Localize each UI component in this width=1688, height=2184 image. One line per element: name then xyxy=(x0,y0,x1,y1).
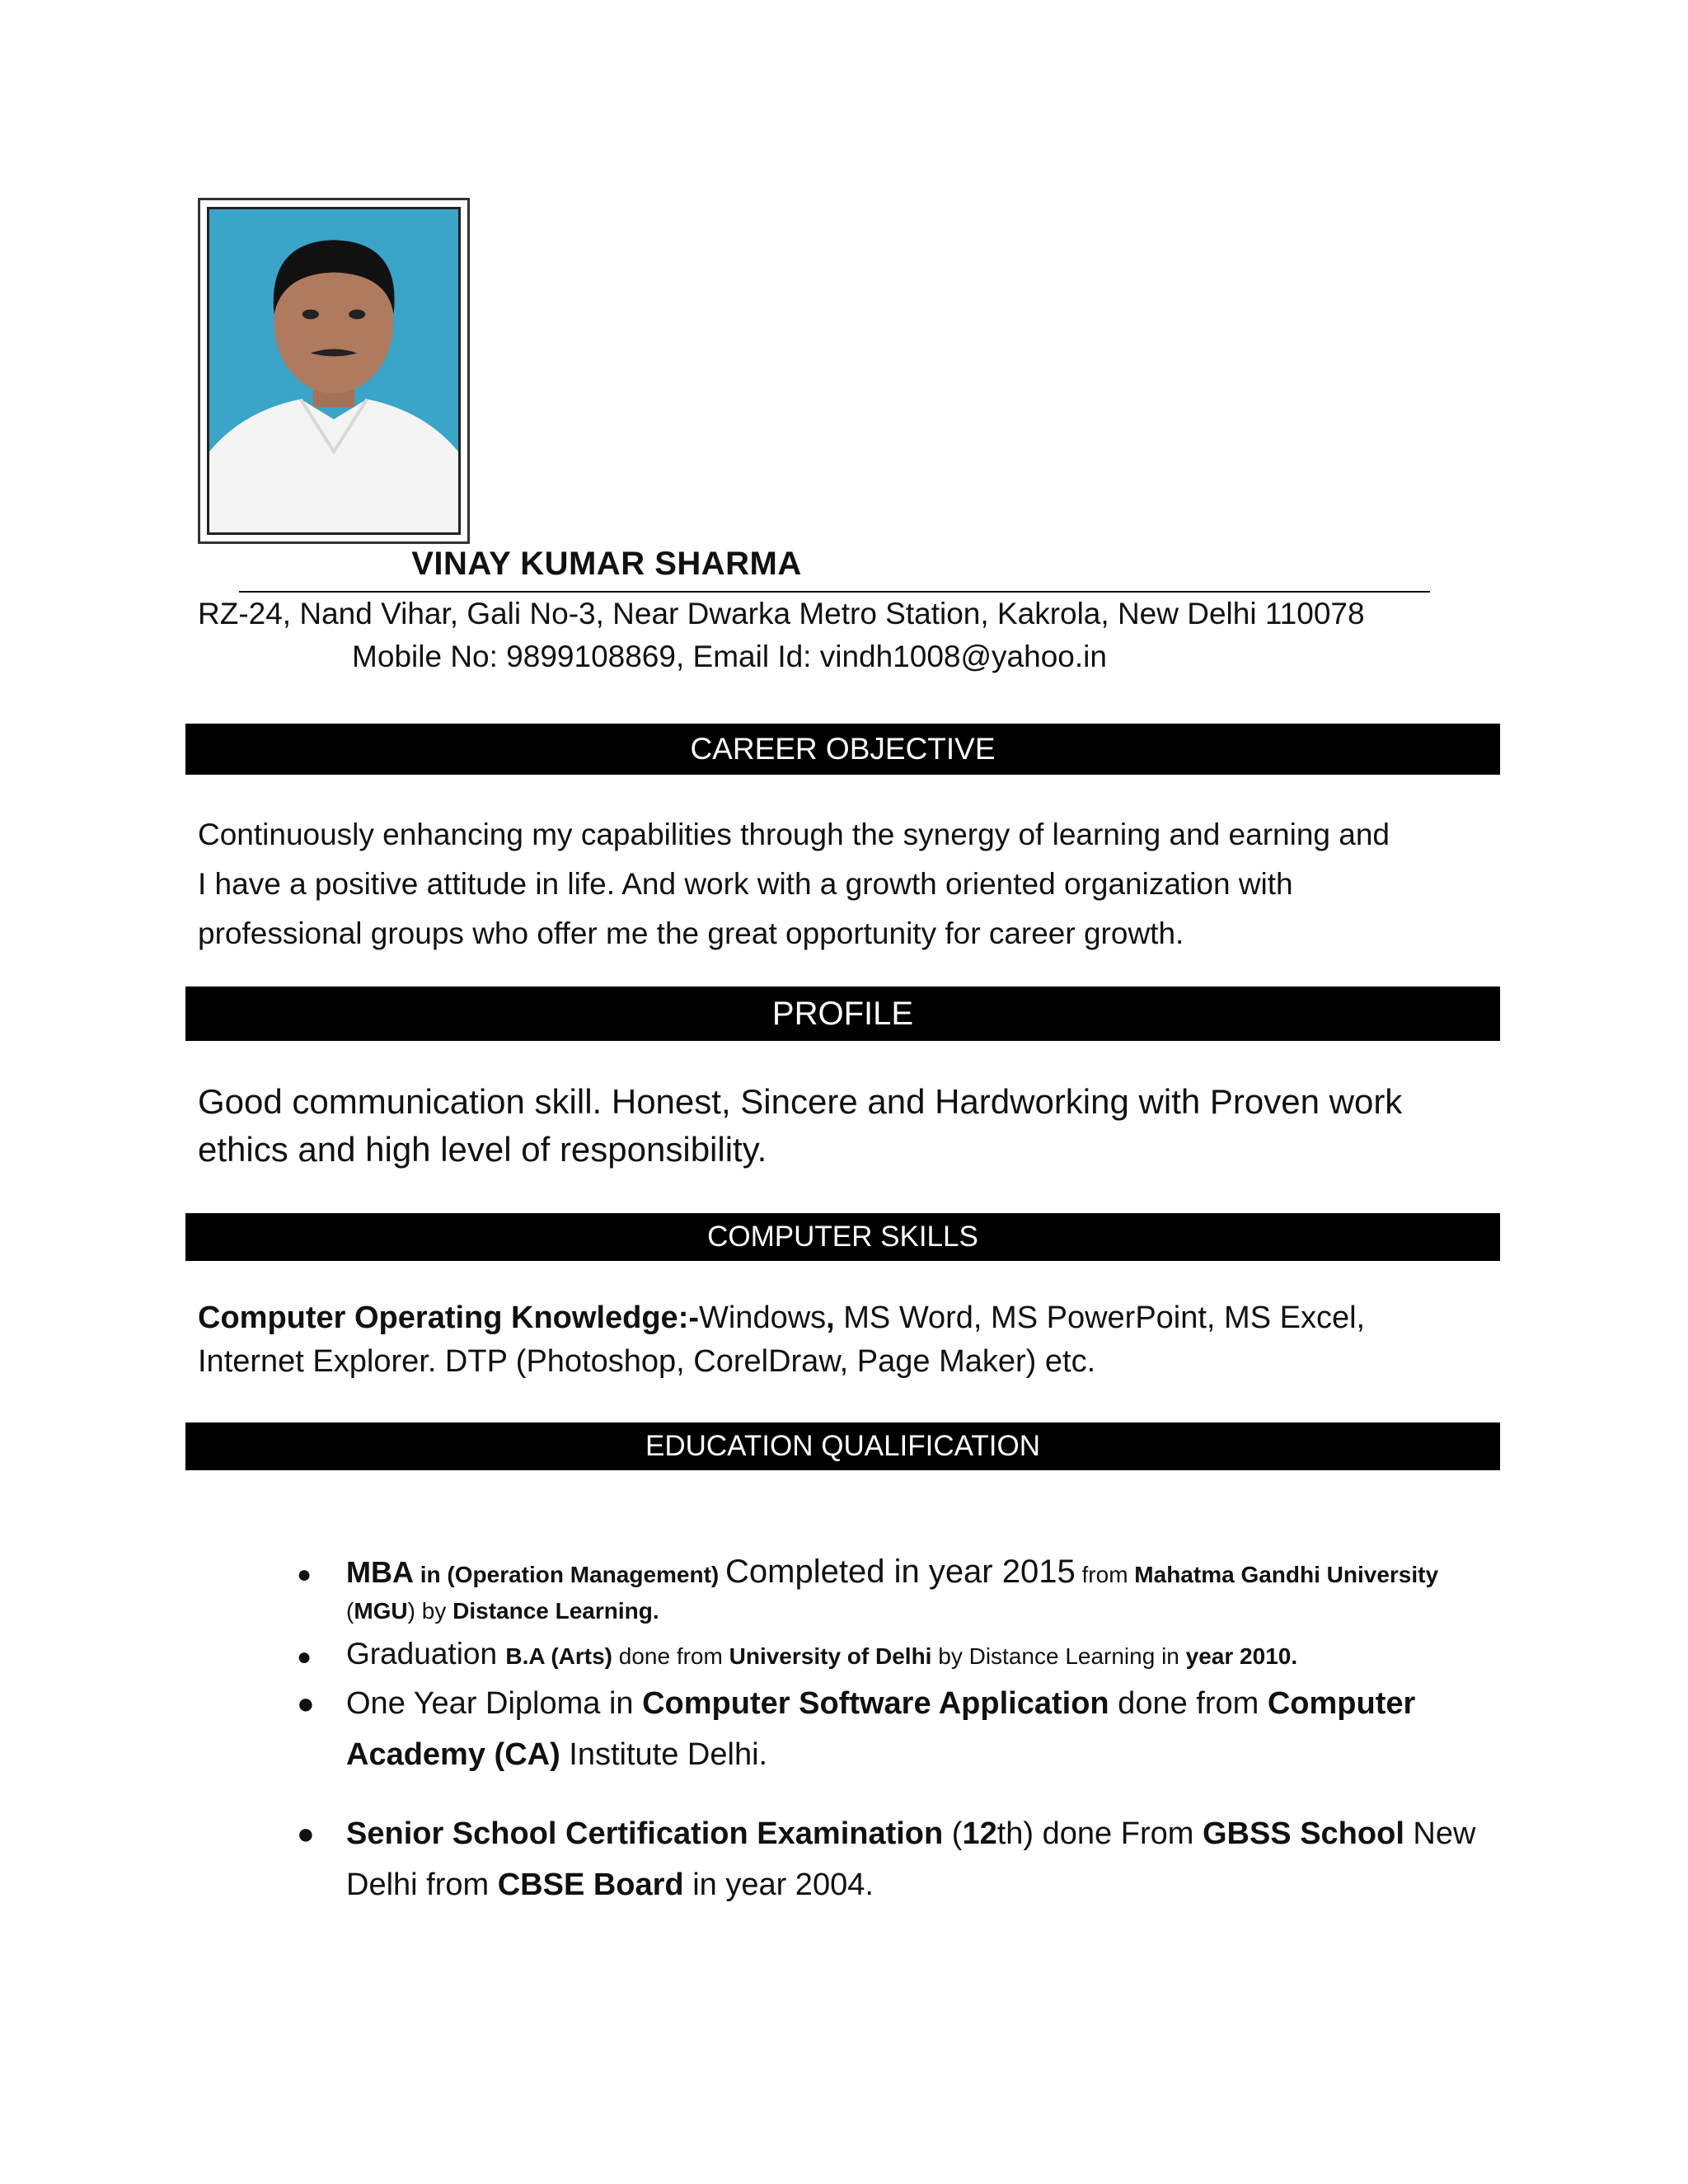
skill-list: MS Word, MS PowerPoint, MS Excel, xyxy=(834,1301,1366,1335)
mba-degree: MBA xyxy=(346,1555,414,1589)
senior-year: in year 2004. xyxy=(683,1868,874,1902)
section-title-computer-skills: COMPUTER SKILLS xyxy=(707,1221,978,1253)
computer-skills-line xyxy=(198,1296,1500,1340)
grad-university: University of Delhi xyxy=(729,1643,932,1669)
senior-location: New Delhi from xyxy=(346,1816,1476,1902)
bullet-icon: ● xyxy=(297,1643,312,1671)
diploma-done: done from xyxy=(1109,1686,1268,1721)
profile-line: Good communication skill. Honest, Sincere and Hardworking with Proven work xyxy=(198,1082,1403,1121)
mba-specialization: in (Operation Management) xyxy=(413,1562,726,1587)
contact-info: Mobile No: 9899108869, Email Id: vindh1008@yahoo.in xyxy=(352,640,1107,673)
person-portrait-icon xyxy=(209,209,458,532)
skill-comma: , xyxy=(826,1301,835,1335)
education-item-diploma xyxy=(297,1678,1484,1780)
diploma-suffix: Institute Delhi. xyxy=(560,1737,768,1772)
section-bar-profile xyxy=(185,987,1500,1041)
profile-photo-image xyxy=(207,207,461,535)
career-objective-line: I have a positive attitude in life. And work with a growth oriented organization with xyxy=(198,867,1293,901)
mba-university-abbr: MGU xyxy=(354,1598,408,1624)
diploma-institute: Computer Academy (CA) xyxy=(346,1686,1416,1772)
candidate-name: VINAY KUMAR SHARMA xyxy=(411,546,802,582)
skill-windows: Windows xyxy=(699,1301,827,1335)
senior-grade: 12 xyxy=(962,1816,997,1851)
computer-skills-line: Internet Explorer. DTP (Photoshop, CorelDraw, Page Maker) etc. xyxy=(198,1344,1096,1379)
section-title-profile: PROFILE xyxy=(771,996,914,1032)
senior-paren: ( xyxy=(943,1816,963,1851)
senior-school: GBSS School xyxy=(1202,1816,1404,1851)
grad-done: done from xyxy=(612,1643,729,1669)
profile-photo xyxy=(198,198,470,544)
mba-paren-open: ( xyxy=(346,1598,354,1624)
bullet-icon: ● xyxy=(297,1816,315,1850)
mba-paren-close: ) by xyxy=(407,1598,453,1624)
mba-completed: Completed in year 2015 xyxy=(725,1554,1076,1590)
mba-from: from xyxy=(1075,1562,1135,1587)
profile-line: ethics and high level of responsibility. xyxy=(198,1130,767,1169)
profile-text xyxy=(198,1078,1500,1174)
mba-university: Mahatma Gandhi University xyxy=(1134,1562,1439,1587)
section-title-education: EDUCATION QUALIFICATION xyxy=(645,1430,1040,1462)
career-objective-line: professional groups who offer me the great opportunity for career growth. xyxy=(198,916,1184,950)
section-title-career-objective: CAREER OBJECTIVE xyxy=(690,732,996,766)
section-bar-computer-skills xyxy=(185,1213,1500,1261)
grad-by: by Distance Learning in xyxy=(931,1643,1186,1669)
section-bar-career-objective xyxy=(185,724,1500,775)
address: RZ-24, Nand Vihar, Gali No-3, Near Dwarka Metro Station, Kakrola, New Delhi 110078 xyxy=(198,597,1365,630)
computer-skills-text xyxy=(198,1296,1500,1384)
education-list xyxy=(297,1554,1484,1910)
bullet-icon: ● xyxy=(297,1686,315,1720)
career-objective-line: Continuously enhancing my capabilities through the synergy of learning and earning and xyxy=(198,818,1390,851)
senior-board: CBSE Board xyxy=(497,1868,684,1902)
diploma-course: Computer Software Application xyxy=(642,1686,1109,1721)
bullet-icon: ● xyxy=(297,1561,312,1588)
section-bar-education xyxy=(185,1422,1500,1470)
career-objective-text xyxy=(198,810,1500,958)
computer-skills-label: Computer Operating Knowledge:- xyxy=(198,1301,699,1335)
senior-from: th) done From xyxy=(996,1816,1203,1851)
grad-year: year 2010. xyxy=(1185,1643,1298,1669)
education-item-mba xyxy=(297,1554,1484,1629)
grad-degree: B.A (Arts) xyxy=(505,1643,612,1669)
education-item-graduation xyxy=(297,1633,1484,1678)
diploma-prefix: One Year Diploma in xyxy=(346,1686,643,1721)
senior-exam: Senior School Certification Examination xyxy=(346,1816,944,1851)
mba-mode: Distance Learning. xyxy=(452,1598,659,1624)
education-item-senior-school xyxy=(297,1808,1484,1910)
grad-label: Graduation xyxy=(346,1637,506,1671)
name-underline xyxy=(239,591,1430,593)
